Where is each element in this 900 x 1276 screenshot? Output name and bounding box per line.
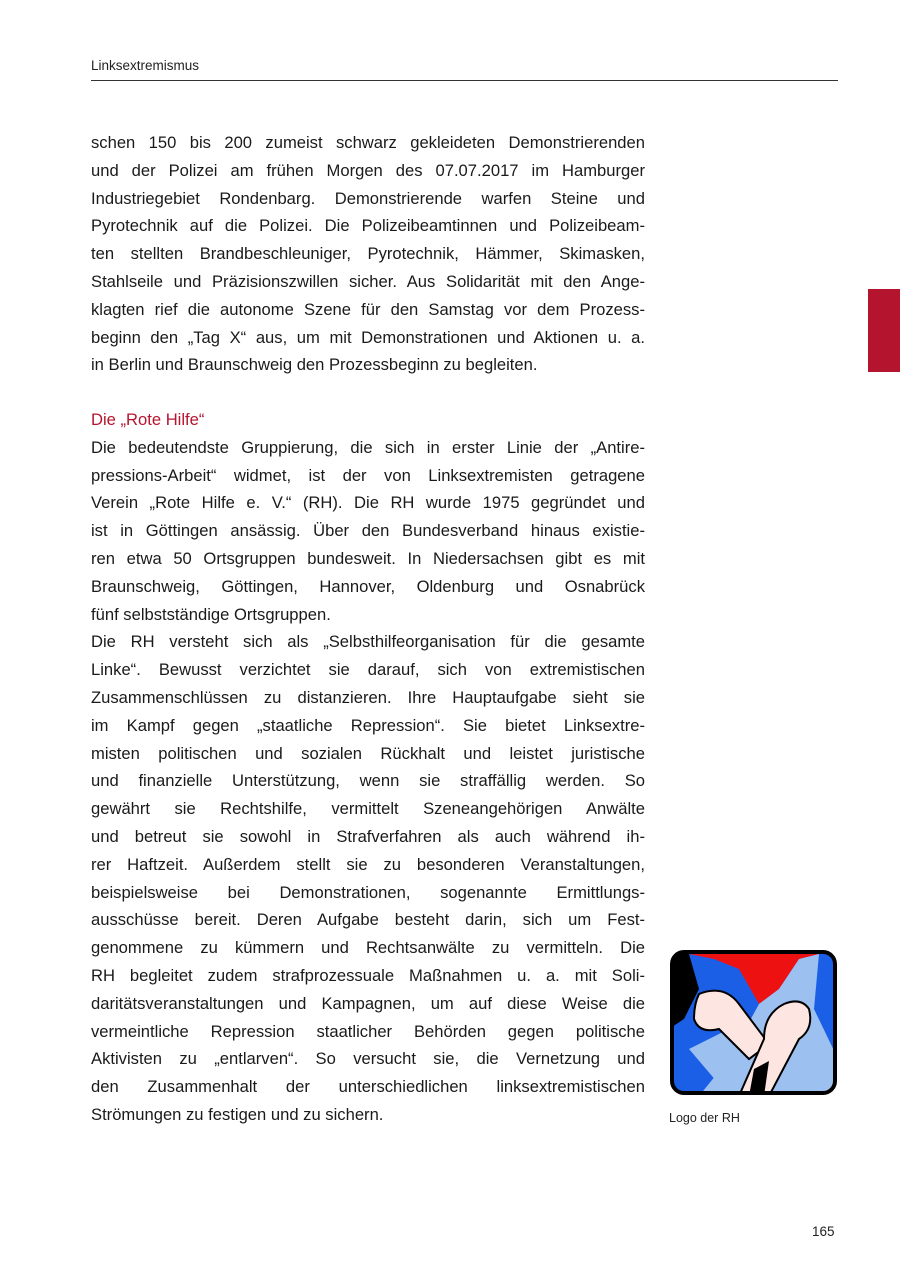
text-line: Linke“. Bewusst verzichtet sie darauf, sich von extremistischen bbox=[91, 660, 645, 680]
text-line: rer Haftzeit. Außerdem stellt sie zu besonderen Veranstaltungen, bbox=[91, 854, 645, 874]
paragraph-2 bbox=[91, 628, 645, 1128]
text-line: Braunschweig, Göttingen, Hannover, Oldenburg und Osnabrück bbox=[91, 576, 645, 596]
text-line: ren etwa 50 Ortsgruppen bundesweit. In Niedersachsen gibt es mit bbox=[91, 548, 645, 568]
header-rule bbox=[91, 80, 838, 81]
text-line: Die bedeutendste Gruppierung, die sich in erster Linie der „Antire- bbox=[91, 437, 645, 457]
text-line: Strömungen zu festigen und zu sichern. bbox=[91, 1104, 384, 1124]
text-line: vermeintliche Repression staatlicher Behörden gegen politische bbox=[91, 1021, 645, 1041]
text-line: RH begleitet zudem strafprozessuale Maßnahmen u. a. mit Soli- bbox=[91, 965, 645, 985]
text-line: misten politischen und sozialen Rückhalt und leistet juristische bbox=[91, 743, 645, 763]
text-line: Die RH versteht sich als „Selbsthilfeorganisation für die gesamte bbox=[91, 632, 645, 652]
text-line: schen 150 bis 200 zumeist schwarz gekleideten Demonstrierenden bbox=[91, 133, 645, 152]
chapter-tab-marker bbox=[868, 289, 900, 372]
text-line: den Zusammenhalt der unterschiedlichen linksextremistischen bbox=[91, 1077, 645, 1097]
text-line: im Kampf gegen „staatliche Repression“. Sie bietet Linksextre- bbox=[91, 715, 645, 735]
intro-paragraph bbox=[91, 129, 645, 379]
text-line: Verein „Rote Hilfe e. V.“ (RH). Die RH wurde 1975 gegründet und bbox=[91, 493, 645, 513]
text-line: beispielsweise bei Demonstrationen, sogenannte Ermittlungs- bbox=[91, 882, 645, 902]
text-line: beginn den „Tag X“ aus, um mit Demonstrationen und Aktionen u. a. bbox=[91, 327, 645, 347]
text-line: klagten rief die autonome Szene für den Samstag vor dem Prozess- bbox=[91, 299, 645, 319]
text-line: und finanzielle Unterstützung, wenn sie straffällig werden. So bbox=[91, 771, 645, 791]
text-line: Aktivisten zu „entlarven“. So versucht sie, die Vernetzung und bbox=[91, 1049, 645, 1069]
text-line: Stahlseile und Präzisionszwillen sicher. Aus Solidarität mit den Ange- bbox=[91, 271, 645, 291]
text-line: ausschüsse bereit. Deren Aufgabe besteht darin, sich um Fest- bbox=[91, 910, 645, 930]
rote-hilfe-section bbox=[91, 406, 645, 1129]
text-line: Pyrotechnik auf die Polizei. Die Polizeibeamtinnen und Polizeibeam- bbox=[91, 216, 645, 236]
text-line: daritätsveranstaltungen und Kampagnen, um auf diese Weise die bbox=[91, 993, 645, 1013]
running-header: Linksextremismus bbox=[91, 58, 200, 73]
text-line: genommene zu kümmern und Rechtsanwälte zu vermitteln. Die bbox=[91, 938, 645, 958]
text-line: pressions-Arbeit“ widmet, ist der von Linksextremisten getragene bbox=[91, 465, 645, 485]
text-line: Industriegebiet Rondenbarg. Demonstrierende warfen Steine und bbox=[91, 188, 645, 208]
page-number: 165 bbox=[812, 1224, 835, 1239]
text-line: ist in Göttingen ansässig. Über den Bundesverband hinaus existie- bbox=[91, 521, 645, 541]
text-line: gewährt sie Rechtshilfe, vermittelt Szeneangehörigen Anwälte bbox=[91, 799, 645, 819]
paragraph-1 bbox=[91, 434, 645, 629]
rote-hilfe-logo bbox=[669, 949, 838, 1096]
text-line: Zusammenschlüssen zu distanzieren. Ihre Hauptaufgabe sieht sie bbox=[91, 687, 645, 707]
text-line: in Berlin und Braunschweig den Prozessbeginn zu begleiten. bbox=[91, 355, 538, 375]
text-line: ten stellten Brandbeschleuniger, Pyrotechnik, Hämmer, Skimasken, bbox=[91, 244, 645, 264]
text-line: und betreut sie sowohl in Strafverfahren als auch während ih- bbox=[91, 826, 645, 846]
section-heading: Die „Rote Hilfe“ bbox=[91, 410, 205, 429]
text-line: und der Polizei am frühen Morgen des 07.07.2017 im Hamburger bbox=[91, 160, 645, 180]
logo-caption: Logo der RH bbox=[669, 1111, 740, 1125]
text-line: fünf selbstständige Ortsgruppen. bbox=[91, 604, 331, 624]
